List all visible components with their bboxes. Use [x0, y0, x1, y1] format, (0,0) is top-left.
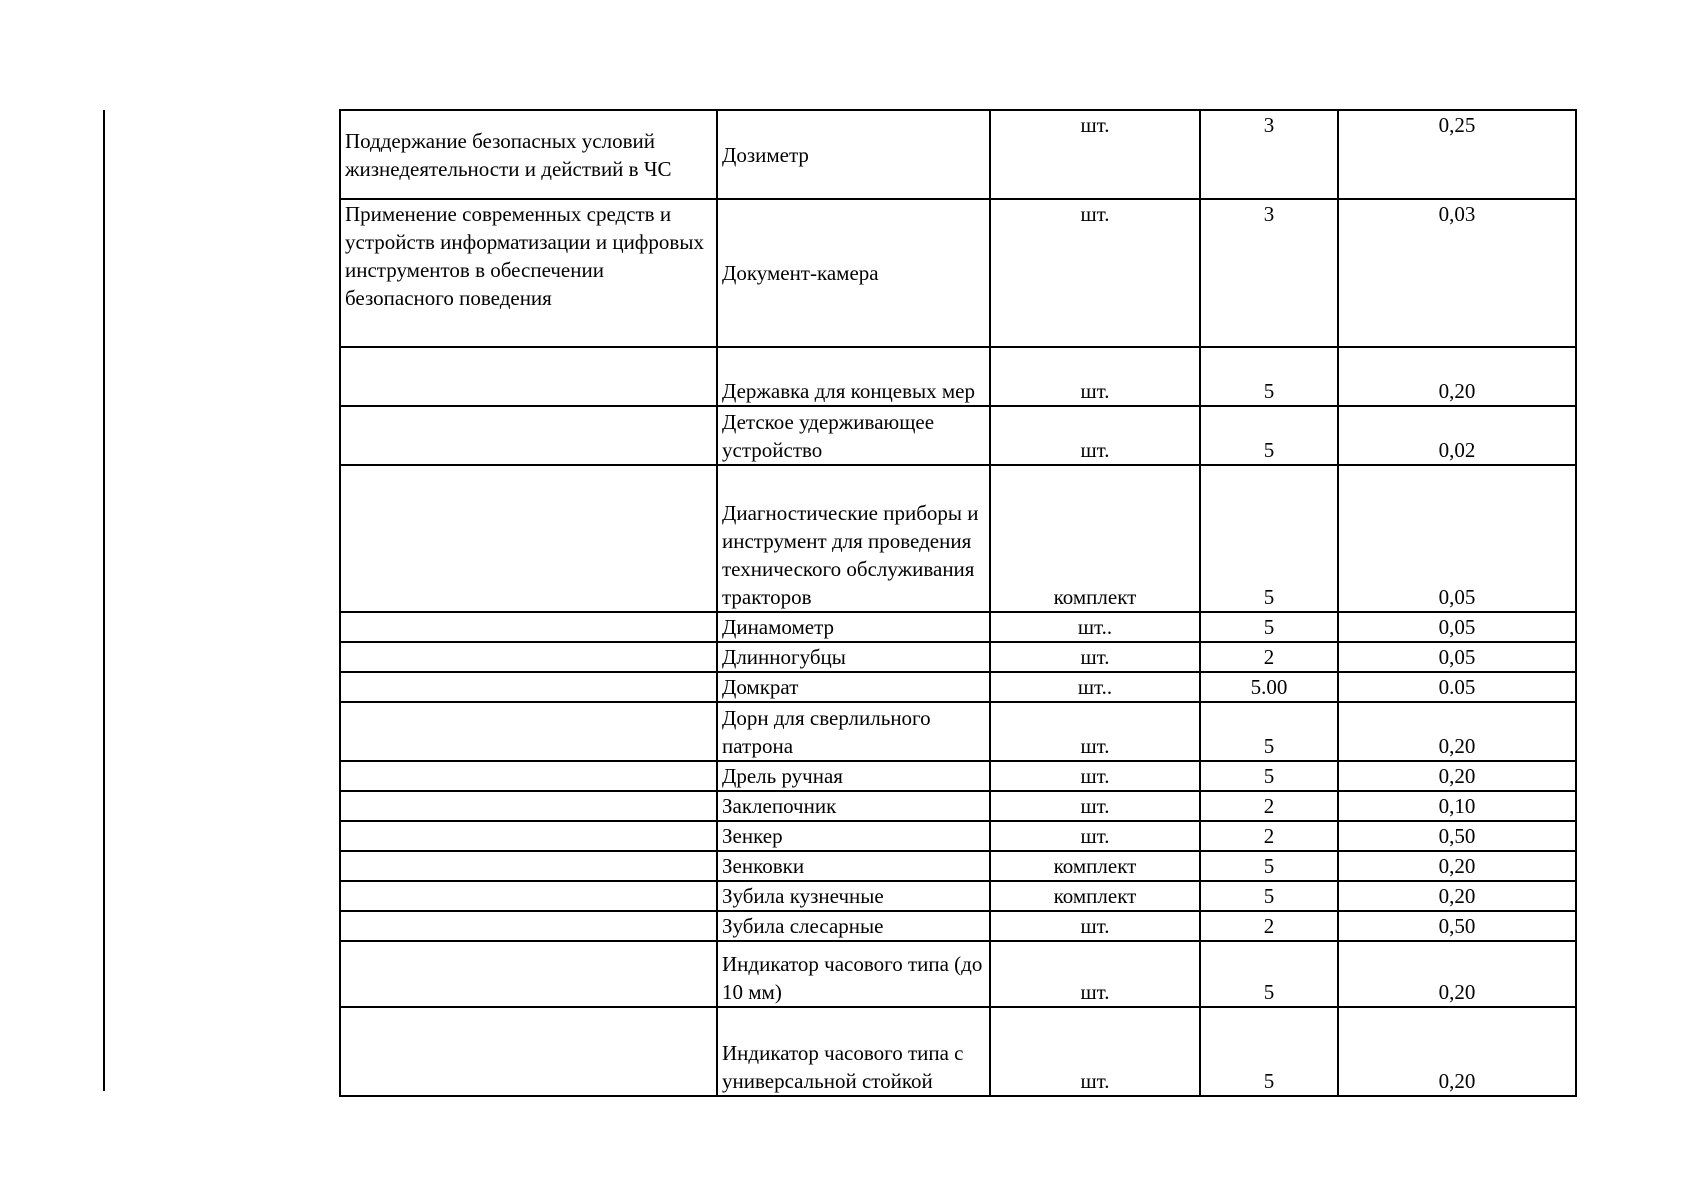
- item-name-cell: Детское удерживающее устройство: [717, 406, 990, 465]
- quantity-cell: 2: [1200, 642, 1338, 672]
- area-cell: Применение современных средств и устройств информатизации и цифровых инструментов в обеспечении безопасного поведения: [340, 199, 717, 347]
- area-cell: [340, 821, 717, 851]
- item-name-cell: Державка для концевых мер: [717, 347, 990, 406]
- table-row: [340, 406, 1576, 465]
- unit-cell: шт.: [990, 110, 1200, 199]
- quantity-cell: 5: [1200, 761, 1338, 791]
- item-name-cell: Дозиметр: [717, 110, 990, 199]
- item-name-cell: Динамометр: [717, 612, 990, 642]
- norm-cell: 0,25: [1338, 110, 1576, 199]
- norm-cell: 0,20: [1338, 851, 1576, 881]
- area-cell: Поддержание безопасных условий жизнедеятельности и действий в ЧС: [340, 110, 717, 199]
- norm-cell: 0,50: [1338, 821, 1576, 851]
- item-name-cell: Зубила кузнечные: [717, 881, 990, 911]
- unit-cell: шт.: [990, 1007, 1200, 1096]
- table-row: [340, 851, 1576, 881]
- unit-cell: шт.: [990, 941, 1200, 1007]
- unit-cell: шт..: [990, 612, 1200, 642]
- norm-cell: 0,20: [1338, 761, 1576, 791]
- table-row: [340, 110, 1576, 199]
- area-cell: [340, 465, 717, 612]
- quantity-cell: 5: [1200, 702, 1338, 761]
- norm-cell: 0,05: [1338, 612, 1576, 642]
- equipment-table: [339, 109, 1577, 1097]
- area-cell: [340, 881, 717, 911]
- item-name-cell: Заклепочник: [717, 791, 990, 821]
- table-row: [340, 881, 1576, 911]
- unit-cell: шт.: [990, 199, 1200, 347]
- area-cell: [340, 911, 717, 941]
- quantity-cell: 5: [1200, 612, 1338, 642]
- item-name-cell: Зубила слесарные: [717, 911, 990, 941]
- unit-cell: шт.: [990, 911, 1200, 941]
- unit-cell: шт.: [990, 642, 1200, 672]
- quantity-cell: 5: [1200, 1007, 1338, 1096]
- norm-cell: 0,02: [1338, 406, 1576, 465]
- norm-cell: 0,05: [1338, 465, 1576, 612]
- item-name-cell: Домкрат: [717, 672, 990, 702]
- quantity-cell: 5: [1200, 851, 1338, 881]
- table-row: [340, 821, 1576, 851]
- norm-cell: 0,03: [1338, 199, 1576, 347]
- table-row: [340, 702, 1576, 761]
- table-row: [340, 672, 1576, 702]
- quantity-cell: 5: [1200, 406, 1338, 465]
- item-name-cell: Индикатор часового типа с универсальной стойкой: [717, 1007, 990, 1096]
- norm-cell: 0,20: [1338, 347, 1576, 406]
- table-row: [340, 761, 1576, 791]
- table-row: [340, 612, 1576, 642]
- table-row: [340, 941, 1576, 1007]
- item-name-cell: Дорн для сверлильного патрона: [717, 702, 990, 761]
- area-cell: [340, 672, 717, 702]
- item-name-cell: Дрель ручная: [717, 761, 990, 791]
- quantity-cell: 5: [1200, 881, 1338, 911]
- quantity-cell: 3: [1200, 110, 1338, 199]
- area-cell: [340, 791, 717, 821]
- table-row: [340, 199, 1576, 347]
- page-margin-line: [103, 110, 105, 1091]
- item-name-cell: Зенковки: [717, 851, 990, 881]
- table-row: [340, 347, 1576, 406]
- area-cell: [340, 347, 717, 406]
- quantity-cell: 5: [1200, 465, 1338, 612]
- unit-cell: комплект: [990, 881, 1200, 911]
- quantity-cell: 2: [1200, 821, 1338, 851]
- unit-cell: шт.: [990, 702, 1200, 761]
- table-row: [340, 791, 1576, 821]
- item-name-cell: Зенкер: [717, 821, 990, 851]
- table-row: [340, 465, 1576, 612]
- unit-cell: шт..: [990, 672, 1200, 702]
- item-name-cell: Индикатор часового типа (до 10 мм): [717, 941, 990, 1007]
- norm-cell: 0,10: [1338, 791, 1576, 821]
- norm-cell: 0,20: [1338, 702, 1576, 761]
- area-cell: [340, 612, 717, 642]
- unit-cell: комплект: [990, 851, 1200, 881]
- item-name-cell: Документ-камера: [717, 199, 990, 347]
- quantity-cell: 3: [1200, 199, 1338, 347]
- unit-cell: шт.: [990, 791, 1200, 821]
- area-cell: [340, 702, 717, 761]
- area-cell: [340, 1007, 717, 1096]
- unit-cell: шт.: [990, 347, 1200, 406]
- norm-cell: 0,50: [1338, 911, 1576, 941]
- area-cell: [340, 851, 717, 881]
- unit-cell: шт.: [990, 821, 1200, 851]
- norm-cell: 0,05: [1338, 642, 1576, 672]
- item-name-cell: Длинногубцы: [717, 642, 990, 672]
- norm-cell: 0.05: [1338, 672, 1576, 702]
- area-cell: [340, 406, 717, 465]
- item-name-cell: Диагностические приборы и инструмент для проведения технического обслуживания тракторов: [717, 465, 990, 612]
- table-row: [340, 1007, 1576, 1096]
- quantity-cell: 5: [1200, 347, 1338, 406]
- area-cell: [340, 941, 717, 1007]
- unit-cell: шт.: [990, 761, 1200, 791]
- unit-cell: шт.: [990, 406, 1200, 465]
- norm-cell: 0,20: [1338, 1007, 1576, 1096]
- table-row: [340, 642, 1576, 672]
- quantity-cell: 2: [1200, 791, 1338, 821]
- area-cell: [340, 761, 717, 791]
- unit-cell: комплект: [990, 465, 1200, 612]
- norm-cell: 0,20: [1338, 881, 1576, 911]
- table-row: [340, 911, 1576, 941]
- quantity-cell: 2: [1200, 911, 1338, 941]
- quantity-cell: 5: [1200, 941, 1338, 1007]
- area-cell: [340, 642, 717, 672]
- quantity-cell: 5.00: [1200, 672, 1338, 702]
- norm-cell: 0,20: [1338, 941, 1576, 1007]
